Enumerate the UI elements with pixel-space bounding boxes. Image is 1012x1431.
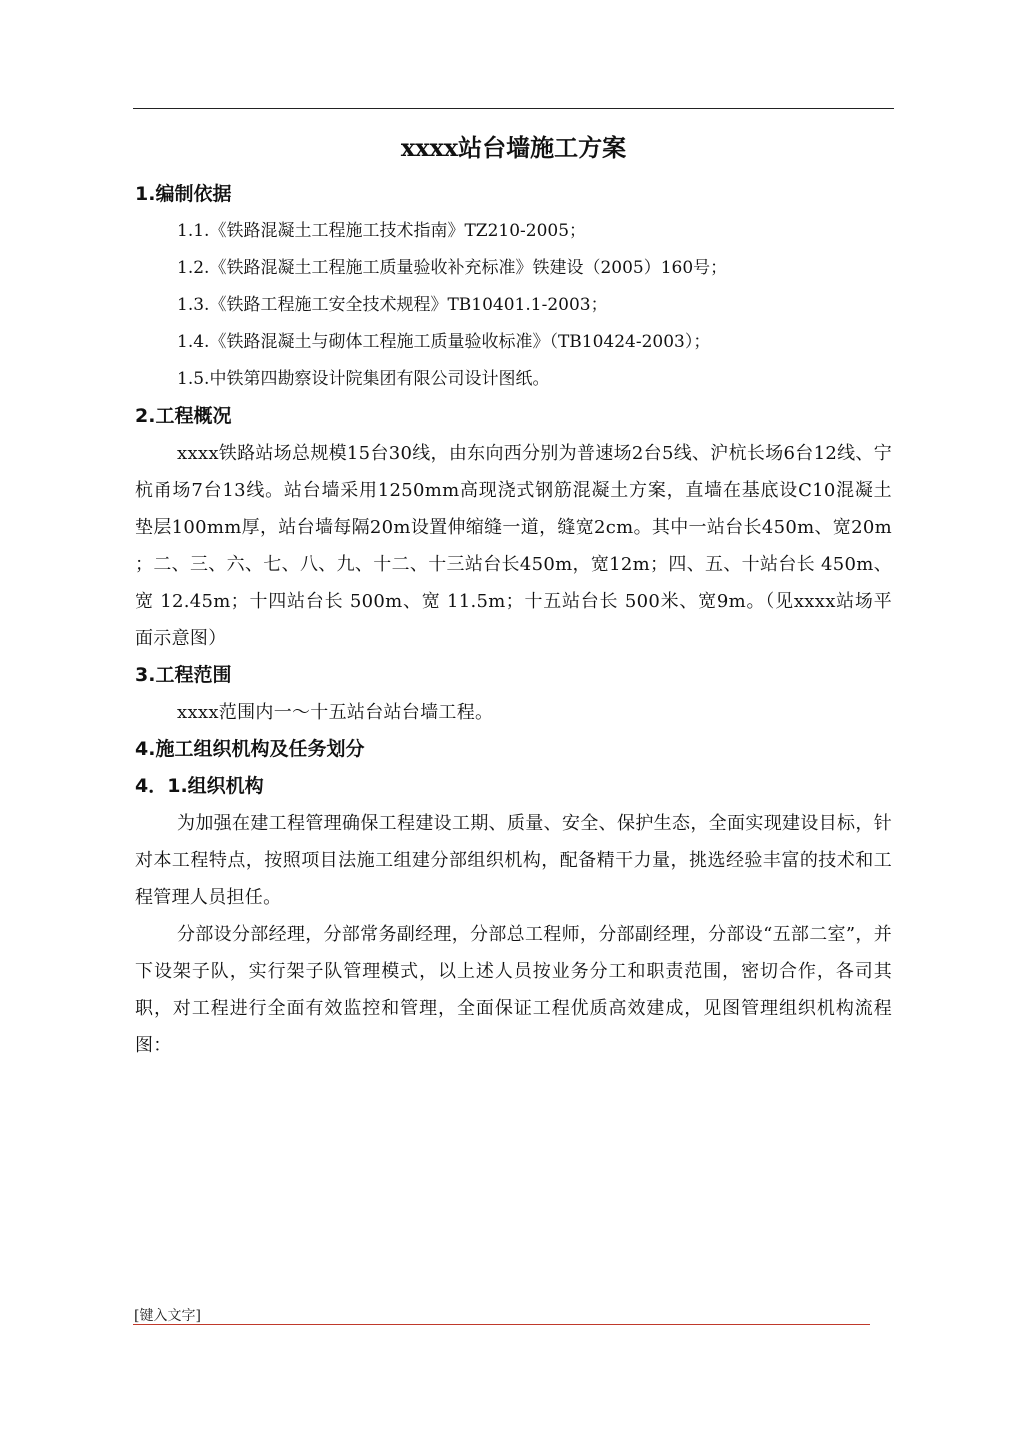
reference-item-1: 1.1.《铁路混凝土工程施工技术指南》TZ210-2005； [177, 221, 587, 241]
section-1-heading: 1.编制依据 [135, 183, 232, 205]
reference-item-2: 1.2.《铁路混凝土工程施工质量验收补充标准》铁建设（2005）160号； [177, 258, 728, 278]
footer-placeholder-text: [键入文字] [134, 1308, 201, 1324]
organization-paragraph-1: 为加强在建工程管理确保工程建设工期、质量、安全、保护生态，全面实现建设目标，针对本工程特点，按照项目法施工组建分部组织机构，配备精干力量，挑选经验丰富的技术和工程管理人员担任。 [135, 813, 892, 908]
project-scope-paragraph: xxxx范围内一～十五站台站台墙工程。 [177, 702, 494, 723]
document-body [135, 176, 892, 1064]
section-3-heading: 3.工程范围 [135, 664, 232, 686]
header-rule [133, 108, 894, 109]
footer-rule [133, 1324, 870, 1325]
section-2-heading: 2.工程概况 [135, 405, 232, 427]
section-4-1-heading: 4．1.组织机构 [135, 775, 264, 797]
reference-item-5: 1.5.中铁第四勘察设计院集团有限公司设计图纸。 [177, 369, 550, 389]
reference-item-4: 1.4.《铁路混凝土与砌体工程施工质量验收标准》（TB10424-2003）； [177, 332, 711, 352]
organization-paragraph-2: 分部设分部经理，分部常务副经理，分部总工程师，分部副经理，分部设“五部二室”，并下设架子队，实行架子队管理模式，以上述人员按业务分工和职责范围，密切合作，各司其职，对工程进行全面有效监控和管理，全面保证工程优质高效建成，见图管理组织机构流程图： [135, 924, 892, 1056]
reference-item-3: 1.3.《铁路工程施工安全技术规程》TB10401.1-2003； [177, 295, 608, 315]
section-4-heading: 4.施工组织机构及任务划分 [135, 738, 365, 760]
project-overview-paragraph: xxxx铁路站场总规模15台30线，由东向西分别为普速场2台5线、沪杭长场6台12线、宁杭甬场7台13线。站台墙采用1250mm高现浇式钢筋混凝土方案，直墙在基底设C10混凝土垫层100mm厚，站台墙每隔20m设置伸缩缝一道，缝宽2cm。其中一站台长450m、宽20m ；二、三、六、七、八、九、十二、十三站台长450m，宽12m；四、五、十站台长 450m、宽 12.45m；十四站台长 500m、宽 11.5m；十五站台长 500米、宽9m。（见xxxx站场平面示意图） [135, 443, 892, 649]
document-title: xxxx站台墙施工方案 [400, 133, 627, 162]
